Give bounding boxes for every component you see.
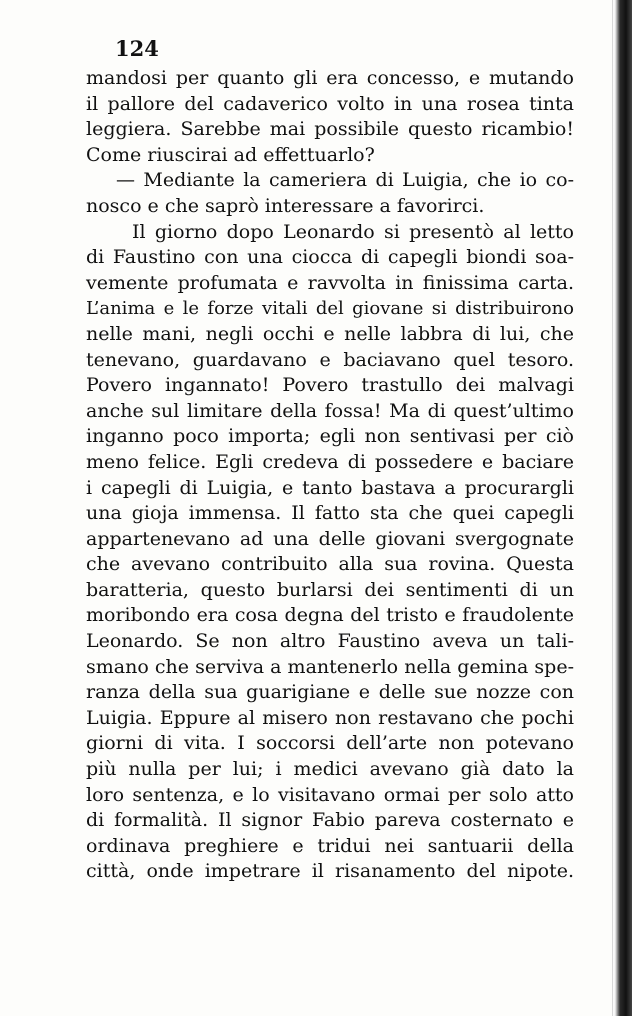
book-spine-edge <box>612 0 632 1016</box>
text-line: moribondo era cosa degna del tristo e fraudolente <box>86 604 574 627</box>
text-line: città, onde impetrare il risanamento del nipote. <box>86 860 574 883</box>
text-line: vemente profumata e ravvolta in finissima carta. <box>86 271 574 294</box>
text-line: ordinava preghiere e tridui nei santuarii della <box>86 834 574 857</box>
text-line: Luigia. Eppure al misero non restavano che pochi <box>86 706 574 729</box>
text-line: i capegli di Luigia, e tanto bastava a procurargli <box>86 476 574 499</box>
text-line: mandosi per quanto gli era concesso, e mutando <box>86 67 574 89</box>
text-line: loro sentenza, e lo visitavano ormai per solo atto <box>86 783 574 806</box>
text-line: baratteria, questo burlarsi dei sentimenti di un <box>86 578 574 601</box>
text-line: giorni di vita. I soccorsi dell’arte non potevano <box>86 732 574 755</box>
text-line: Il giorno dopo Leonardo si presentò al letto <box>132 220 574 243</box>
text-line: tenevano, guardavano e baciavano quel tesoro. <box>86 348 574 371</box>
text-line: nosco e che saprò interessare a favorirci. <box>86 194 485 217</box>
text-line: — Mediante la cameriera di Luigia, che io co- <box>116 169 574 192</box>
text-line: di formalità. Il signor Fabio pareva costernato e <box>86 809 574 832</box>
text-line: il pallore del cadaverico volto in una rosea tinta <box>86 92 574 115</box>
text-line: Leonardo. Se non altro Faustino aveva un tali- <box>86 630 574 653</box>
text-line: Come riuscirai ad effettuarlo? <box>86 143 375 166</box>
text-line: nelle mani, negli occhi e nelle labbra di lui, che <box>86 322 574 345</box>
text-line: inganno poco importa; egli non sentivasi per ciò <box>86 425 574 448</box>
page-number: 124 <box>115 36 159 61</box>
text-line: più nulla per lui; i medici avevano già dato la <box>86 758 574 781</box>
text-line: leggiera. Sarebbe mai possibile questo ricambio! <box>86 118 574 141</box>
text-line: anche sul limitare della fossa! Ma di quest’ultimo <box>86 399 574 422</box>
text-line: smano che serviva a mantenerlo nella gemina spe- <box>86 655 574 678</box>
text-line: che avevano contribuito alla sua rovina. Questa <box>86 553 574 576</box>
text-line: appartenevano ad una delle giovani svergognate <box>86 527 574 550</box>
text-line: Povero ingannato! Povero trastullo dei malvagi <box>86 374 574 397</box>
text-line: ranza della sua guarigiane e delle sue nozze con <box>86 681 574 704</box>
text-line: una gioja immensa. Il fatto sta che quei capegli <box>86 502 574 525</box>
text-line: L’anima e le forze vitali del giovane si distribuirono <box>86 298 574 320</box>
body-text <box>86 66 574 885</box>
text-line: meno felice. Egli credeva di possedere e baciare <box>86 450 574 473</box>
text-line: di Faustino con una ciocca di capegli biondi soa- <box>86 246 574 269</box>
